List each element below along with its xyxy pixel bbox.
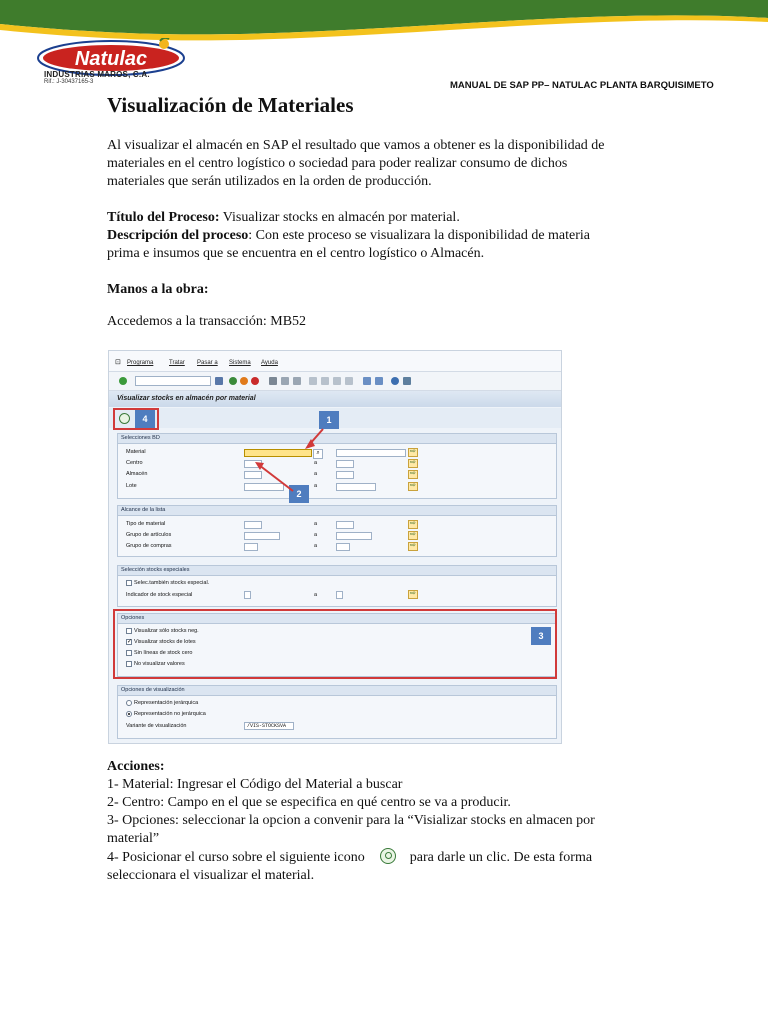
group-header: Opciones de visualización bbox=[118, 686, 556, 696]
process-title-label: Título del Proceso: bbox=[107, 210, 220, 225]
radio-label: Representación jerárquica bbox=[134, 700, 199, 706]
label-indicador-stock: Indicador de stock especial bbox=[126, 592, 193, 598]
company-name: INDUSTRIAS MAROS, C.A. bbox=[44, 70, 150, 79]
accion-4-line2: seleccionara el visualizar el material. bbox=[107, 868, 315, 883]
marker-1: 1 bbox=[319, 411, 339, 429]
option-label: Visualizar sólo stocks neg. bbox=[134, 628, 199, 634]
label-material: Material bbox=[126, 449, 146, 455]
transaction-line: Accedemos a la transacción: MB52 bbox=[107, 314, 307, 329]
acciones-block bbox=[107, 758, 647, 885]
radio-label: Representación no jerárquica bbox=[134, 711, 206, 717]
search-help-icon[interactable]: ⌕ bbox=[313, 449, 323, 459]
annotation-arrows bbox=[109, 351, 561, 743]
accion-4-post: para darle un clic. De esta forma bbox=[409, 850, 593, 865]
menu-sistema[interactable]: Sistema bbox=[229, 360, 251, 366]
company-rif: Rif.: J-30437165-3 bbox=[44, 79, 94, 85]
marker-4: 4 bbox=[135, 410, 155, 428]
label-grupo-articulos: Grupo de artículos bbox=[126, 532, 172, 538]
process-desc-line2: prima e insumos que se encuentra en el centro logístico o Almacén. bbox=[107, 246, 485, 261]
execute-icon bbox=[380, 848, 396, 864]
accion-4-pre: 4- Posicionar el curso sobre el siguiente icono bbox=[107, 850, 365, 865]
to-label: a bbox=[314, 460, 318, 466]
label-lote: Lote bbox=[126, 483, 137, 489]
hands-on-heading: Manos a la obra: bbox=[107, 282, 209, 297]
group-header: Selecciones BD bbox=[118, 434, 556, 444]
intro-paragraph bbox=[107, 137, 647, 191]
process-desc-line1: : Con este proceso se visualizara la disponibilidad de materia bbox=[248, 228, 591, 243]
to-label: a bbox=[314, 483, 318, 489]
page-title: Visualización de Materiales bbox=[107, 93, 354, 117]
option-label: No visualizar valores bbox=[134, 661, 185, 667]
option-label: Sin líneas de stock cero bbox=[134, 650, 193, 656]
process-block bbox=[107, 209, 647, 263]
group-header: Alcance de la lista bbox=[118, 506, 556, 516]
accion-4-line1 bbox=[107, 848, 647, 867]
label-almacen: Almacén bbox=[126, 471, 148, 477]
accion-3-line1: 3- Opciones: seleccionar la opcion a convenir para la “Visializar stocks en almacen por bbox=[107, 813, 595, 828]
option-checkbox-stocks-lotes[interactable]: ✓ bbox=[127, 639, 133, 645]
menu-ayuda[interactable]: Ayuda bbox=[261, 360, 278, 366]
to-label: a bbox=[314, 592, 318, 598]
acciones-heading: Acciones: bbox=[107, 759, 165, 774]
menu-programa[interactable]: Programa bbox=[127, 360, 154, 366]
logo-wordmark: Natulac bbox=[74, 48, 148, 70]
sap-screen-title: Visualizar stocks en almacén por material bbox=[117, 395, 256, 402]
to-label: a bbox=[314, 521, 318, 527]
process-title-value: Visualizar stocks en almacén por material. bbox=[219, 210, 460, 225]
menu-pasar-a[interactable]: Pasar a bbox=[197, 360, 218, 366]
intro-line-1: Al visualizar el almacén en SAP el resultado que vamos a obtener es la disponibilidad de bbox=[107, 138, 605, 153]
marker-2: 2 bbox=[289, 485, 309, 503]
stocks-especiales-label: Selec.también stocks especial. bbox=[134, 580, 210, 586]
accion-1: 1- Material: Ingresar el Código del Material a buscar bbox=[107, 777, 403, 792]
to-label: a bbox=[314, 532, 318, 538]
intro-line-2: materiales en el centro logístico o sociedad para poder realizar consumo de dichos bbox=[107, 156, 568, 171]
group-header: Selección stocks especiales bbox=[118, 566, 556, 576]
label-tipo-material: Tipo de material bbox=[126, 521, 166, 527]
group-header: Opciones bbox=[118, 614, 556, 624]
marker-3: 3 bbox=[531, 627, 551, 645]
accion-2: 2- Centro: Campo en el que se especifica en qué centro se va a producir. bbox=[107, 795, 511, 810]
variant-input[interactable]: /VIS-STOCKSVA bbox=[244, 722, 294, 730]
label-variante: Variante de visualización bbox=[126, 723, 187, 729]
process-desc-label: Descripción del proceso bbox=[107, 228, 249, 243]
to-label: a bbox=[314, 543, 318, 549]
manual-title: MANUAL DE SAP PP– NATULAC PLANTA BARQUISIMETO bbox=[450, 80, 714, 91]
option-label: Visualizar stocks de lotes bbox=[134, 639, 196, 645]
intro-line-3: materiales que serán utilizados en la orden de producción. bbox=[107, 174, 432, 189]
sap-screenshot bbox=[108, 350, 562, 744]
accion-3-line2: material” bbox=[107, 831, 160, 846]
sap-menu-icon[interactable]: ⊡ bbox=[115, 359, 121, 366]
label-centro: Centro bbox=[126, 460, 143, 466]
menu-tratar[interactable]: Tratar bbox=[169, 360, 185, 366]
label-grupo-compras: Grupo de compras bbox=[126, 543, 172, 549]
to-label: a bbox=[314, 471, 318, 477]
